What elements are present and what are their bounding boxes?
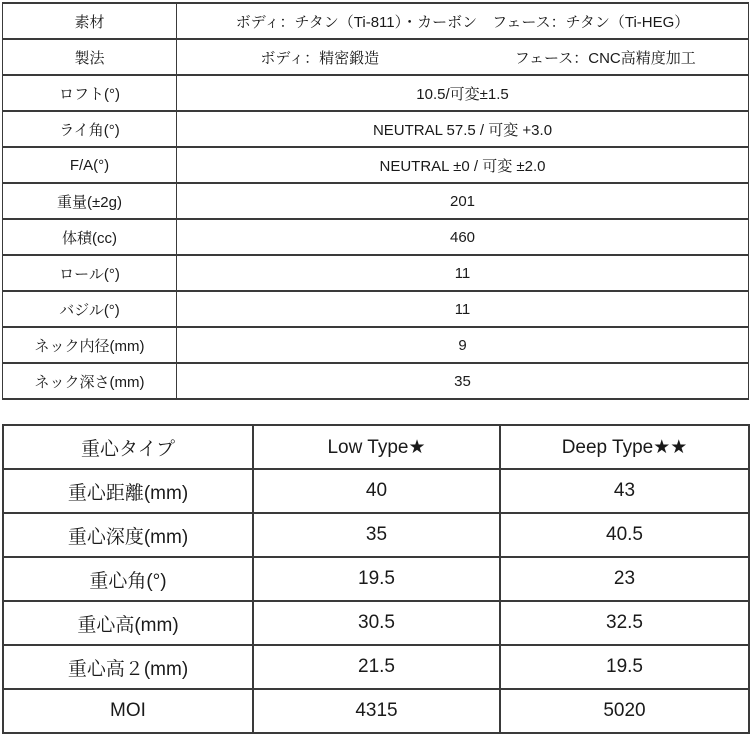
spec-label: 製法 [3,39,177,75]
spec-value-left: ボディ：精密鍛造 [260,49,380,67]
cg-row [3,601,749,645]
cg-row [3,557,749,601]
spec-label: 重量(±2g) [3,183,177,219]
spec-row [3,183,749,219]
spec-label: 素材 [3,3,177,39]
spec-table [2,2,749,400]
spec-value-right: フェース：CNC高精度加工 [514,49,696,67]
spec-label: ロール(°) [3,255,177,291]
spec-value: 11 [177,255,749,291]
spec-row [3,291,749,327]
cg-value-deep: 40.5 [500,513,749,557]
spec-row [3,219,749,255]
spec-value: 10.5/可変±1.5 [177,75,749,111]
cg-value-low: 21.5 [253,645,500,689]
cg-header-deep-type: Deep Type★★ [500,425,749,469]
spec-row [3,39,749,75]
cg-header-row [3,425,749,469]
spec-row [3,327,749,363]
spec-label: ネック深さ(mm) [3,363,177,399]
cg-value-deep: 5020 [500,689,749,733]
spec-row [3,3,749,39]
cg-row-label: 重心距離(mm) [3,469,253,513]
cg-value-low: 19.5 [253,557,500,601]
cg-table [2,424,750,734]
cg-row [3,469,749,513]
cg-value-deep: 43 [500,469,749,513]
spec-value-split [177,47,748,68]
cg-value-low: 35 [253,513,500,557]
cg-value-deep: 32.5 [500,601,749,645]
cg-row [3,689,749,733]
cg-value-low: 30.5 [253,601,500,645]
spec-value [177,39,749,75]
spec-label: F/A(°) [3,147,177,183]
spec-row [3,111,749,147]
cg-row-label: 重心深度(mm) [3,513,253,557]
spec-row [3,147,749,183]
spec-label: 体積(cc) [3,219,177,255]
spec-row [3,255,749,291]
spec-row [3,75,749,111]
spec-value: NEUTRAL 57.5 / 可変 +3.0 [177,111,749,147]
spec-label: バジル(°) [3,291,177,327]
spec-label: ライ角(°) [3,111,177,147]
cg-table-body [3,469,749,733]
spec-table-body [3,3,749,399]
cg-value-deep: 23 [500,557,749,601]
spec-value: 201 [177,183,749,219]
cg-row-label: 重心角(°) [3,557,253,601]
cg-row-label: 重心高(mm) [3,601,253,645]
cg-value-deep: 19.5 [500,645,749,689]
cg-header-type: 重心タイプ [3,425,253,469]
spec-value: 460 [177,219,749,255]
spec-value: 35 [177,363,749,399]
spec-label: ロフト(°) [3,75,177,111]
cg-header-low-type: Low Type★ [253,425,500,469]
spec-row [3,363,749,399]
cg-row [3,513,749,557]
spec-value: 9 [177,327,749,363]
spec-value: 11 [177,291,749,327]
cg-row-label: MOI [3,689,253,733]
spec-value: ボディ：チタン（Ti-811）・カーボン フェース：チタン（Ti-HEG） [177,3,749,39]
spec-value: NEUTRAL ±0 / 可変 ±2.0 [177,147,749,183]
cg-value-low: 4315 [253,689,500,733]
cg-row-label: 重心高２(mm) [3,645,253,689]
spec-label: ネック内径(mm) [3,327,177,363]
cg-value-low: 40 [253,469,500,513]
cg-row [3,645,749,689]
